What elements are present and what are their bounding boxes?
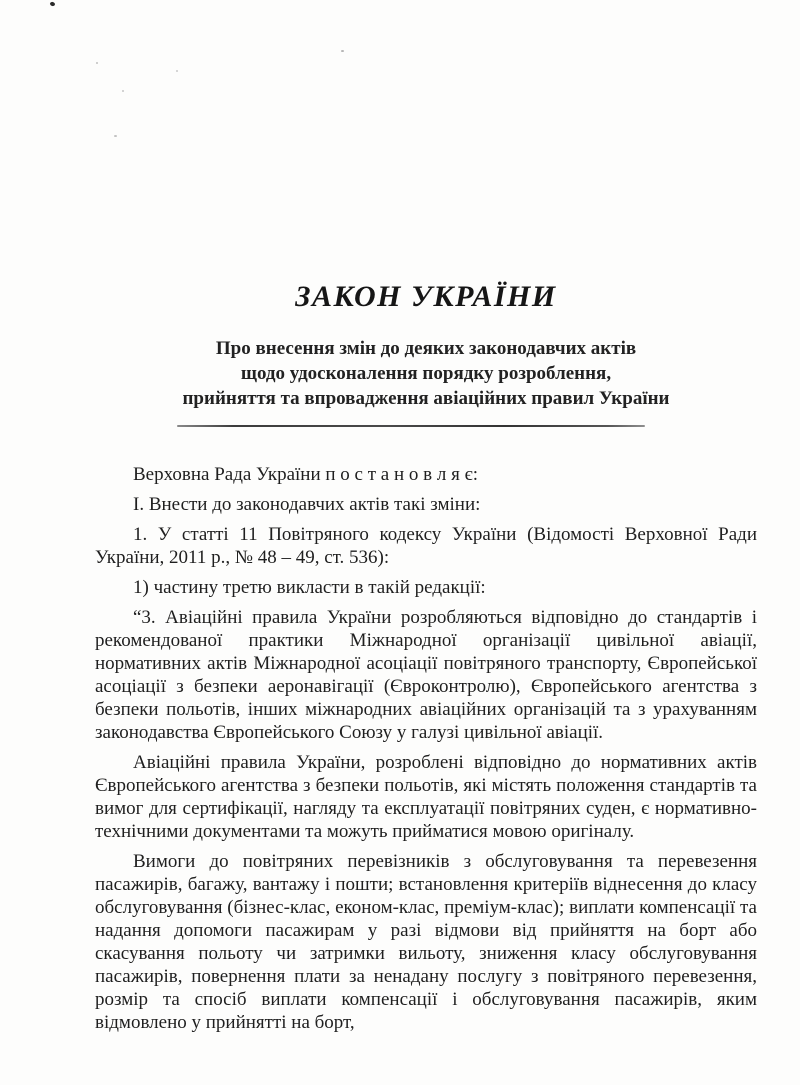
scan-speck bbox=[96, 62, 98, 64]
paragraph-section-1-intro: І. Внести до законодавчих актів такі зміни: bbox=[133, 494, 481, 515]
scan-speck bbox=[114, 135, 117, 137]
paragraph-part-three-revision-intro: 1) частину третю викласти в такій редакції: bbox=[133, 577, 486, 598]
scan-speck bbox=[341, 50, 344, 52]
scan-speck bbox=[122, 90, 124, 92]
subtitle-line: Про внесення змін до деяких законодавчих актів bbox=[215, 338, 637, 359]
paragraph-article-11-reference: 1. У статті 11 Повітряного кодексу України (Відомості Верховної Ради України, 2011 р., № 48 – 49, ст. 536): bbox=[95, 524, 757, 568]
document-body bbox=[95, 280, 757, 1041]
paragraph-aviation-rules-easa-acts: Авіаційні правила України, розроблені відповідно до нормативних актів Європейського агентства з безпеки польотів, які містять положення стандартів та вимог для сертифікації, нагляду та експлуатації повітряних суден, є нормативно-технічними документами та можуть прийматися мовою оригіналу. bbox=[95, 752, 757, 842]
scan-speck bbox=[176, 70, 178, 72]
subtitle-line: щодо удосконалення порядку розроблення, bbox=[240, 363, 612, 384]
paragraph-carrier-requirements: Вимоги до повітряних перевізників з обслуговування та перевезення пасажирів, багажу, вантажу і пошти; встановлення критеріїв віднесення до класу обслуговування (бізнес-клас, економ-клас, преміум-клас); виплати компенсації та надання допомоги пасажирам у разі відмови від прийняття на борт або скасування польоту чи затримки вильоту, зниження класу обслуговування пасажирів, повернення плати за ненадану послугу з повітряного перевезення, розмір та спосіб виплати компенсації і обслуговування пасажирів, яким відмовлено у прийнятті на борт, bbox=[95, 851, 757, 1033]
document-title: ЗАКОН УКРАЇНИ bbox=[295, 280, 557, 313]
paragraph-enacting-clause: Верховна Рада України п о с т а н о в л я є: bbox=[133, 464, 478, 485]
scan-speck bbox=[49, 1, 55, 6]
document-subtitle bbox=[95, 336, 757, 411]
paragraph-aviation-rules-development: “3. Авіаційні правила України розробляються відповідно до стандартів і рекомендованої практики Міжнародної організації цивільної авіації, нормативних актів Міжнародної асоціації повітряного транспорту, Європейської асоціації з безпеки аеронавігації (Євроконтролю), Європейського агентства з безпеки польотів, інших міжнародних авіаційних організацій та з урахуванням законодавства Європейського Союзу у галузі цивільної авіації. bbox=[95, 607, 757, 743]
subtitle-line: прийняття та впровадження авіаційних правил України bbox=[182, 388, 670, 409]
divider-rule bbox=[177, 425, 645, 427]
